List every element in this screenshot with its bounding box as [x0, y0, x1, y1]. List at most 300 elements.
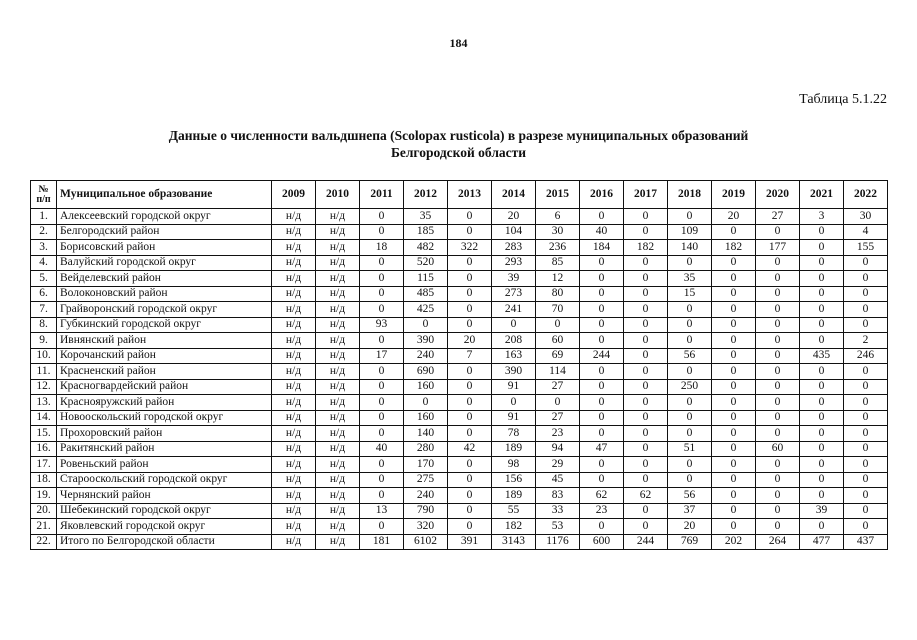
count-cell: 208: [492, 333, 536, 349]
count-cell: н/д: [316, 271, 360, 287]
count-cell: 0: [800, 441, 844, 457]
table-row: [31, 426, 888, 442]
count-cell: н/д: [316, 457, 360, 473]
count-cell: 0: [712, 472, 756, 488]
row-number: 5.: [31, 271, 57, 287]
count-cell: 0: [756, 472, 800, 488]
count-cell: 39: [800, 503, 844, 519]
municipality-name: Новооскольский городской округ: [57, 410, 272, 426]
count-cell: 0: [668, 426, 712, 442]
count-cell: 0: [580, 379, 624, 395]
count-cell: 390: [492, 364, 536, 380]
count-cell: 3: [800, 209, 844, 225]
count-cell: 104: [492, 224, 536, 240]
municipality-name: Итого по Белгородской области: [57, 534, 272, 550]
count-cell: 0: [448, 410, 492, 426]
count-cell: 0: [712, 302, 756, 318]
count-cell: 91: [492, 379, 536, 395]
count-cell: 0: [844, 286, 888, 302]
count-cell: н/д: [316, 410, 360, 426]
count-cell: 0: [756, 503, 800, 519]
count-cell: 0: [844, 271, 888, 287]
count-cell: н/д: [272, 224, 316, 240]
count-cell: н/д: [272, 364, 316, 380]
count-cell: 0: [624, 441, 668, 457]
count-cell: 477: [800, 534, 844, 550]
count-cell: 0: [580, 255, 624, 271]
table-row: [31, 317, 888, 333]
municipality-name: Ракитянский район: [57, 441, 272, 457]
header-year: 2015: [536, 181, 580, 209]
count-cell: 0: [668, 317, 712, 333]
table-row: [31, 209, 888, 225]
count-cell: 0: [800, 317, 844, 333]
table-header-row: [31, 181, 888, 209]
count-cell: 12: [536, 271, 580, 287]
count-cell: 160: [404, 410, 448, 426]
count-cell: 0: [580, 457, 624, 473]
count-cell: 0: [844, 255, 888, 271]
count-cell: 0: [800, 240, 844, 256]
count-cell: н/д: [272, 379, 316, 395]
table-row: [31, 224, 888, 240]
count-cell: 0: [668, 255, 712, 271]
row-number: 16.: [31, 441, 57, 457]
row-number: 14.: [31, 410, 57, 426]
count-cell: 202: [712, 534, 756, 550]
count-cell: 0: [756, 488, 800, 504]
title-line-2: Белгородской области: [390, 145, 527, 160]
count-cell: 264: [756, 534, 800, 550]
count-cell: 0: [580, 333, 624, 349]
count-cell: 0: [448, 519, 492, 535]
count-cell: 35: [404, 209, 448, 225]
table-row: [31, 364, 888, 380]
count-cell: 0: [360, 271, 404, 287]
count-cell: н/д: [316, 488, 360, 504]
count-cell: 0: [712, 348, 756, 364]
municipality-name: Грайворонский городской округ: [57, 302, 272, 318]
count-cell: 283: [492, 240, 536, 256]
count-cell: 56: [668, 488, 712, 504]
count-cell: 0: [668, 457, 712, 473]
count-cell: 0: [756, 333, 800, 349]
count-cell: 23: [580, 503, 624, 519]
count-cell: 273: [492, 286, 536, 302]
count-cell: н/д: [316, 317, 360, 333]
count-cell: 0: [844, 364, 888, 380]
count-cell: 0: [448, 457, 492, 473]
count-cell: 0: [580, 472, 624, 488]
count-cell: 23: [536, 426, 580, 442]
count-cell: 0: [712, 426, 756, 442]
header-municipality: Муниципальное образование: [57, 181, 272, 209]
count-cell: 0: [448, 379, 492, 395]
count-cell: 0: [536, 395, 580, 411]
count-cell: 35: [668, 271, 712, 287]
count-cell: н/д: [316, 286, 360, 302]
municipality-name: Красненский район: [57, 364, 272, 380]
count-cell: 0: [360, 488, 404, 504]
count-cell: 0: [448, 317, 492, 333]
count-cell: 437: [844, 534, 888, 550]
count-cell: н/д: [316, 503, 360, 519]
count-cell: 0: [800, 379, 844, 395]
count-cell: н/д: [272, 255, 316, 271]
count-cell: 45: [536, 472, 580, 488]
municipality-name: Шебекинский городской округ: [57, 503, 272, 519]
count-cell: 0: [800, 395, 844, 411]
header-year: 2017: [624, 181, 668, 209]
count-cell: 56: [668, 348, 712, 364]
count-cell: 62: [624, 488, 668, 504]
count-cell: н/д: [316, 302, 360, 318]
count-cell: 0: [624, 271, 668, 287]
count-cell: 0: [624, 286, 668, 302]
count-cell: 322: [448, 240, 492, 256]
count-cell: н/д: [316, 441, 360, 457]
count-cell: н/д: [272, 410, 316, 426]
count-cell: 320: [404, 519, 448, 535]
count-cell: 0: [448, 488, 492, 504]
count-cell: 0: [756, 410, 800, 426]
count-cell: 0: [800, 333, 844, 349]
count-cell: 690: [404, 364, 448, 380]
count-cell: 182: [712, 240, 756, 256]
count-cell: 0: [448, 302, 492, 318]
municipality-name: Ровеньский район: [57, 457, 272, 473]
count-cell: 0: [712, 519, 756, 535]
count-cell: 600: [580, 534, 624, 550]
table-row: [31, 348, 888, 364]
count-cell: 0: [844, 395, 888, 411]
count-cell: 391: [448, 534, 492, 550]
count-cell: 0: [624, 364, 668, 380]
row-number: 4.: [31, 255, 57, 271]
count-cell: н/д: [272, 271, 316, 287]
count-cell: 0: [448, 472, 492, 488]
municipality-name: Волоконовский район: [57, 286, 272, 302]
count-cell: 177: [756, 240, 800, 256]
row-number: 17.: [31, 457, 57, 473]
count-cell: 0: [800, 519, 844, 535]
count-cell: 85: [536, 255, 580, 271]
count-cell: 0: [492, 395, 536, 411]
count-cell: 0: [844, 457, 888, 473]
count-cell: н/д: [272, 317, 316, 333]
count-cell: 435: [800, 348, 844, 364]
count-cell: 20: [492, 209, 536, 225]
count-cell: 0: [756, 286, 800, 302]
table-row: [31, 519, 888, 535]
count-cell: 189: [492, 441, 536, 457]
count-cell: 485: [404, 286, 448, 302]
municipality-name: Старооскольский городской округ: [57, 472, 272, 488]
table-row: [31, 410, 888, 426]
count-cell: 0: [712, 333, 756, 349]
count-cell: 0: [448, 271, 492, 287]
table-row: [31, 472, 888, 488]
count-cell: 0: [756, 224, 800, 240]
table-row: [31, 503, 888, 519]
count-cell: 0: [756, 317, 800, 333]
count-cell: н/д: [272, 286, 316, 302]
count-cell: 0: [800, 271, 844, 287]
count-cell: 42: [448, 441, 492, 457]
count-cell: н/д: [316, 519, 360, 535]
count-cell: 0: [624, 224, 668, 240]
count-cell: 109: [668, 224, 712, 240]
municipality-name: Корочанский район: [57, 348, 272, 364]
count-cell: 0: [360, 379, 404, 395]
header-year: 2014: [492, 181, 536, 209]
count-cell: 0: [800, 410, 844, 426]
table-row: [31, 379, 888, 395]
count-cell: 0: [404, 395, 448, 411]
count-cell: 0: [448, 426, 492, 442]
count-cell: н/д: [316, 209, 360, 225]
count-cell: 0: [360, 395, 404, 411]
count-cell: 0: [448, 395, 492, 411]
count-cell: 0: [624, 395, 668, 411]
count-cell: 0: [800, 286, 844, 302]
count-cell: 790: [404, 503, 448, 519]
count-cell: 0: [360, 224, 404, 240]
header-year: 2018: [668, 181, 712, 209]
count-cell: 0: [668, 333, 712, 349]
count-cell: 0: [844, 472, 888, 488]
count-cell: 182: [492, 519, 536, 535]
count-cell: 0: [624, 209, 668, 225]
count-cell: 246: [844, 348, 888, 364]
count-cell: н/д: [316, 224, 360, 240]
count-cell: 0: [712, 457, 756, 473]
count-cell: 0: [360, 472, 404, 488]
header-year: 2009: [272, 181, 316, 209]
count-cell: 17: [360, 348, 404, 364]
count-cell: 0: [756, 395, 800, 411]
count-cell: 78: [492, 426, 536, 442]
count-cell: 0: [844, 379, 888, 395]
municipality-name: Яковлевский городской округ: [57, 519, 272, 535]
population-table: [30, 180, 888, 550]
count-cell: 20: [712, 209, 756, 225]
count-cell: 240: [404, 348, 448, 364]
count-cell: 29: [536, 457, 580, 473]
count-cell: 0: [668, 395, 712, 411]
count-cell: 170: [404, 457, 448, 473]
count-cell: 27: [536, 379, 580, 395]
table-row: [31, 333, 888, 349]
count-cell: 7: [448, 348, 492, 364]
count-cell: 0: [624, 503, 668, 519]
municipality-name: Краснояружский район: [57, 395, 272, 411]
header-year: 2019: [712, 181, 756, 209]
count-cell: 0: [756, 519, 800, 535]
count-cell: н/д: [272, 441, 316, 457]
municipality-name: Ивнянский район: [57, 333, 272, 349]
count-cell: 80: [536, 286, 580, 302]
count-cell: н/д: [272, 348, 316, 364]
count-cell: 20: [668, 519, 712, 535]
count-cell: 0: [712, 503, 756, 519]
count-cell: 70: [536, 302, 580, 318]
municipality-name: Красногвардейский район: [57, 379, 272, 395]
count-cell: н/д: [316, 379, 360, 395]
header-year: 2021: [800, 181, 844, 209]
count-cell: 160: [404, 379, 448, 395]
row-number: 6.: [31, 286, 57, 302]
row-number: 18.: [31, 472, 57, 488]
count-cell: 236: [536, 240, 580, 256]
count-cell: н/д: [316, 364, 360, 380]
count-cell: 0: [712, 488, 756, 504]
count-cell: н/д: [316, 348, 360, 364]
count-cell: 0: [360, 302, 404, 318]
count-cell: 241: [492, 302, 536, 318]
count-cell: 94: [536, 441, 580, 457]
municipality-name: Губкинский городской округ: [57, 317, 272, 333]
count-cell: 240: [404, 488, 448, 504]
count-cell: 33: [536, 503, 580, 519]
document-title: [80, 127, 837, 161]
municipality-name: Белгородский район: [57, 224, 272, 240]
count-cell: 18: [360, 240, 404, 256]
count-cell: 0: [756, 302, 800, 318]
count-cell: 0: [448, 503, 492, 519]
count-cell: 20: [448, 333, 492, 349]
table-row: [31, 286, 888, 302]
header-year: 2011: [360, 181, 404, 209]
count-cell: 155: [844, 240, 888, 256]
count-cell: 0: [668, 302, 712, 318]
count-cell: 0: [712, 271, 756, 287]
count-cell: 47: [580, 441, 624, 457]
count-cell: 0: [448, 209, 492, 225]
row-number: 10.: [31, 348, 57, 364]
count-cell: н/д: [272, 209, 316, 225]
count-cell: 30: [844, 209, 888, 225]
count-cell: 0: [668, 209, 712, 225]
count-cell: 293: [492, 255, 536, 271]
count-cell: 0: [360, 519, 404, 535]
count-cell: н/д: [272, 534, 316, 550]
municipality-name: Чернянский район: [57, 488, 272, 504]
row-number: 11.: [31, 364, 57, 380]
count-cell: 390: [404, 333, 448, 349]
row-number: 12.: [31, 379, 57, 395]
row-number: 7.: [31, 302, 57, 318]
count-cell: 0: [404, 317, 448, 333]
count-cell: 0: [624, 519, 668, 535]
count-cell: 0: [844, 317, 888, 333]
count-cell: 482: [404, 240, 448, 256]
count-cell: 60: [536, 333, 580, 349]
count-cell: н/д: [272, 426, 316, 442]
count-cell: 0: [624, 472, 668, 488]
count-cell: 0: [800, 426, 844, 442]
count-cell: н/д: [316, 255, 360, 271]
count-cell: 0: [360, 426, 404, 442]
count-cell: 0: [580, 395, 624, 411]
count-cell: н/д: [272, 333, 316, 349]
header-year: 2022: [844, 181, 888, 209]
count-cell: 1176: [536, 534, 580, 550]
count-cell: 0: [580, 364, 624, 380]
count-cell: 39: [492, 271, 536, 287]
count-cell: 98: [492, 457, 536, 473]
row-number: 2.: [31, 224, 57, 240]
count-cell: 0: [360, 410, 404, 426]
row-number: 20.: [31, 503, 57, 519]
count-cell: 0: [712, 410, 756, 426]
count-cell: 0: [800, 488, 844, 504]
header-year: 2016: [580, 181, 624, 209]
count-cell: 0: [448, 286, 492, 302]
count-cell: 0: [844, 503, 888, 519]
count-cell: 0: [360, 333, 404, 349]
count-cell: 15: [668, 286, 712, 302]
page-number: 184: [449, 36, 468, 50]
count-cell: 0: [624, 348, 668, 364]
count-cell: 69: [536, 348, 580, 364]
count-cell: 30: [536, 224, 580, 240]
count-cell: 4: [844, 224, 888, 240]
municipality-name: Алексеевский городской округ: [57, 209, 272, 225]
count-cell: 0: [712, 441, 756, 457]
count-cell: 0: [580, 410, 624, 426]
count-cell: 0: [448, 255, 492, 271]
count-cell: 140: [668, 240, 712, 256]
count-cell: 2: [844, 333, 888, 349]
count-cell: 0: [580, 519, 624, 535]
count-cell: н/д: [272, 240, 316, 256]
municipality-name: Прохоровский район: [57, 426, 272, 442]
count-cell: 425: [404, 302, 448, 318]
count-cell: 0: [624, 317, 668, 333]
count-cell: 280: [404, 441, 448, 457]
count-cell: 40: [360, 441, 404, 457]
count-cell: 93: [360, 317, 404, 333]
count-cell: 53: [536, 519, 580, 535]
count-cell: н/д: [272, 488, 316, 504]
row-number: 15.: [31, 426, 57, 442]
count-cell: 189: [492, 488, 536, 504]
count-cell: 0: [756, 364, 800, 380]
row-number: 22.: [31, 534, 57, 550]
count-cell: 0: [756, 271, 800, 287]
count-cell: 0: [360, 457, 404, 473]
count-cell: 0: [360, 255, 404, 271]
table-row: [31, 488, 888, 504]
count-cell: 27: [536, 410, 580, 426]
count-cell: 0: [712, 224, 756, 240]
count-cell: 0: [800, 457, 844, 473]
count-cell: 0: [624, 410, 668, 426]
count-cell: 250: [668, 379, 712, 395]
count-cell: 156: [492, 472, 536, 488]
count-cell: 0: [580, 302, 624, 318]
count-cell: 91: [492, 410, 536, 426]
table-row: [31, 240, 888, 256]
count-cell: н/д: [316, 395, 360, 411]
count-cell: 0: [360, 209, 404, 225]
row-number: 21.: [31, 519, 57, 535]
count-cell: 0: [800, 224, 844, 240]
header-year: 2013: [448, 181, 492, 209]
count-cell: 0: [580, 271, 624, 287]
count-cell: 0: [580, 286, 624, 302]
